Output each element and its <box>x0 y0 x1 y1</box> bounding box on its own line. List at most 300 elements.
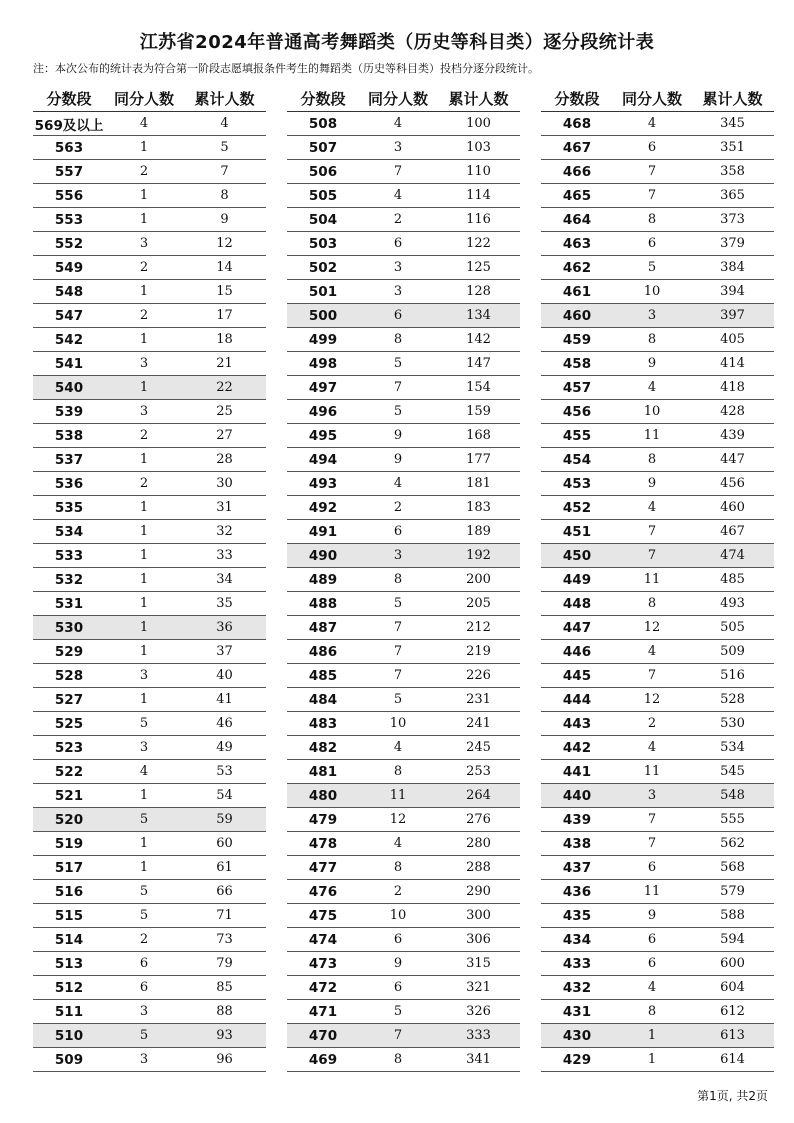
score-cell: 534 <box>54 523 84 540</box>
score-cell: 463 <box>562 235 592 252</box>
score-cell: 486 <box>308 643 338 660</box>
table-row <box>541 904 774 928</box>
cumulative-cell: 189 <box>466 524 491 539</box>
score-cell: 498 <box>308 355 338 372</box>
same-count-cell: 9 <box>647 356 657 371</box>
score-cell: 505 <box>308 187 338 204</box>
same-count-cell: 12 <box>389 812 407 827</box>
score-cell: 457 <box>562 379 592 396</box>
cumulative-cell: 27 <box>216 428 233 443</box>
cumulative-cell: 579 <box>720 884 745 899</box>
cumulative-cell: 397 <box>720 308 745 323</box>
same-count-cell: 5 <box>647 260 657 275</box>
header-same-count: 同分人数 <box>621 89 682 108</box>
table-row <box>541 232 774 256</box>
score-cell: 549 <box>54 259 84 276</box>
score-cell: 531 <box>54 595 84 612</box>
same-count-cell: 8 <box>393 764 403 779</box>
same-count-cell: 4 <box>393 188 403 203</box>
table-row <box>33 376 266 400</box>
same-count-cell: 7 <box>647 164 657 179</box>
cumulative-cell: 34 <box>216 572 233 587</box>
same-count-cell: 10 <box>389 908 407 923</box>
score-cell: 446 <box>562 643 592 660</box>
cumulative-cell: 205 <box>466 596 491 611</box>
cumulative-cell: 405 <box>720 332 745 347</box>
cumulative-cell: 485 <box>720 572 745 587</box>
cumulative-cell: 49 <box>216 740 233 755</box>
table-body <box>33 112 266 1072</box>
score-cell: 538 <box>54 427 84 444</box>
cumulative-cell: 467 <box>720 524 745 539</box>
table-row <box>287 472 520 496</box>
cumulative-cell: 22 <box>216 380 233 395</box>
same-count-cell: 4 <box>647 116 657 131</box>
cumulative-cell: 509 <box>720 644 745 659</box>
score-cell: 502 <box>308 259 338 276</box>
score-cell: 454 <box>562 451 592 468</box>
same-count-cell: 7 <box>647 524 657 539</box>
cumulative-cell: 61 <box>216 860 233 875</box>
table-row <box>287 232 520 256</box>
same-count-cell: 7 <box>393 380 403 395</box>
table-row <box>33 808 266 832</box>
score-cell: 468 <box>562 115 592 132</box>
score-cell: 522 <box>54 763 84 780</box>
same-count-cell: 2 <box>139 476 149 491</box>
same-count-cell: 7 <box>393 644 403 659</box>
same-count-cell: 7 <box>393 1028 403 1043</box>
score-cell: 489 <box>308 571 338 588</box>
same-count-cell: 1 <box>139 284 149 299</box>
same-count-cell: 12 <box>643 620 661 635</box>
score-cell: 494 <box>308 451 338 468</box>
score-cell: 508 <box>308 115 338 132</box>
table-row <box>541 448 774 472</box>
table-row <box>287 400 520 424</box>
cumulative-cell: 276 <box>466 812 491 827</box>
score-cell: 432 <box>562 979 592 996</box>
table-row <box>33 1048 266 1072</box>
score-cell: 452 <box>562 499 592 516</box>
cumulative-cell: 555 <box>720 812 745 827</box>
header-score: 分数段 <box>554 89 600 108</box>
table-row <box>287 640 520 664</box>
same-count-cell: 8 <box>393 1052 403 1067</box>
table-row <box>287 304 520 328</box>
table-row <box>541 472 774 496</box>
score-cell: 523 <box>54 739 84 756</box>
cumulative-cell: 100 <box>466 116 491 131</box>
table-row <box>287 736 520 760</box>
same-count-cell: 2 <box>393 212 403 227</box>
table-row <box>541 1048 774 1072</box>
score-cell: 500 <box>308 307 338 324</box>
same-count-cell: 1 <box>139 620 149 635</box>
same-count-cell: 1 <box>139 452 149 467</box>
table-row <box>287 496 520 520</box>
same-count-cell: 2 <box>139 932 149 947</box>
cumulative-cell: 125 <box>466 260 491 275</box>
cumulative-cell: 28 <box>216 452 233 467</box>
table-body <box>287 112 520 1072</box>
score-cell: 455 <box>562 427 592 444</box>
same-count-cell: 6 <box>393 932 403 947</box>
same-count-cell: 1 <box>139 212 149 227</box>
cumulative-cell: 288 <box>466 860 491 875</box>
same-count-cell: 1 <box>139 188 149 203</box>
same-count-cell: 4 <box>393 740 403 755</box>
score-cell: 510 <box>54 1027 84 1044</box>
score-cell: 448 <box>562 595 592 612</box>
same-count-cell: 5 <box>393 356 403 371</box>
score-cell: 442 <box>562 739 592 756</box>
cumulative-cell: 548 <box>720 788 745 803</box>
table-row <box>33 256 266 280</box>
same-count-cell: 11 <box>643 428 661 443</box>
table-row <box>287 904 520 928</box>
same-count-cell: 3 <box>139 1004 149 1019</box>
same-count-cell: 3 <box>647 308 657 323</box>
cumulative-cell: 110 <box>466 164 491 179</box>
cumulative-cell: 474 <box>720 548 745 563</box>
score-cell: 487 <box>308 619 338 636</box>
cumulative-cell: 414 <box>720 356 745 371</box>
score-cell: 440 <box>562 787 592 804</box>
same-count-cell: 3 <box>139 236 149 251</box>
cumulative-cell: 568 <box>720 860 745 875</box>
table-row <box>33 352 266 376</box>
cumulative-cell: 71 <box>216 908 233 923</box>
table-row <box>33 880 266 904</box>
page-title: 江苏省2024年普通高考舞蹈类（历史等科目类）逐分段统计表 <box>139 32 655 53</box>
score-cell: 430 <box>562 1027 592 1044</box>
score-cell: 461 <box>562 283 592 300</box>
cumulative-cell: 128 <box>466 284 491 299</box>
score-cell: 460 <box>562 307 592 324</box>
same-count-cell: 4 <box>647 644 657 659</box>
cumulative-cell: 40 <box>216 668 233 683</box>
same-count-cell: 7 <box>393 668 403 683</box>
same-count-cell: 7 <box>647 812 657 827</box>
table-row <box>287 352 520 376</box>
same-count-cell: 6 <box>647 932 657 947</box>
score-cell: 438 <box>562 835 592 852</box>
cumulative-cell: 36 <box>216 620 233 635</box>
same-count-cell: 1 <box>647 1028 657 1043</box>
same-count-cell: 6 <box>647 236 657 251</box>
table-row <box>541 208 774 232</box>
cumulative-cell: 154 <box>466 380 491 395</box>
table-row <box>33 688 266 712</box>
score-cell: 517 <box>54 859 84 876</box>
cumulative-cell: 562 <box>720 836 745 851</box>
table-row <box>33 304 266 328</box>
score-cell: 436 <box>562 883 592 900</box>
table-row <box>541 304 774 328</box>
cumulative-cell: 96 <box>216 1052 233 1067</box>
table-row <box>287 832 520 856</box>
same-count-cell: 1 <box>139 140 149 155</box>
score-cell: 439 <box>562 811 592 828</box>
cumulative-cell: 604 <box>720 980 745 995</box>
table-row <box>287 928 520 952</box>
same-count-cell: 6 <box>393 308 403 323</box>
score-cell: 449 <box>562 571 592 588</box>
same-count-cell: 2 <box>393 884 403 899</box>
score-cell: 443 <box>562 715 592 732</box>
table-row <box>541 1024 774 1048</box>
table-row <box>541 688 774 712</box>
same-count-cell: 7 <box>647 836 657 851</box>
same-count-cell: 2 <box>139 428 149 443</box>
same-count-cell: 1 <box>139 836 149 851</box>
table-row <box>541 832 774 856</box>
score-cell: 481 <box>308 763 338 780</box>
cumulative-cell: 505 <box>720 620 745 635</box>
score-cell: 537 <box>54 451 84 468</box>
score-cell: 506 <box>308 163 338 180</box>
table-row <box>33 112 266 136</box>
cumulative-cell: 447 <box>720 452 745 467</box>
table-row <box>287 376 520 400</box>
cumulative-cell: 168 <box>466 428 491 443</box>
same-count-cell: 1 <box>139 332 149 347</box>
score-cell: 437 <box>562 859 592 876</box>
same-count-cell: 4 <box>139 764 149 779</box>
cumulative-cell: 31 <box>216 500 233 515</box>
table-row <box>541 952 774 976</box>
cumulative-cell: 14 <box>216 260 233 275</box>
table-row <box>33 208 266 232</box>
table-row <box>287 568 520 592</box>
score-cell: 441 <box>562 763 592 780</box>
same-count-cell: 8 <box>647 452 657 467</box>
score-cell: 451 <box>562 523 592 540</box>
table-row <box>33 640 266 664</box>
same-count-cell: 4 <box>393 476 403 491</box>
table-row <box>33 544 266 568</box>
score-cell: 553 <box>54 211 84 228</box>
same-count-cell: 6 <box>393 524 403 539</box>
cumulative-cell: 85 <box>216 980 233 995</box>
score-cell: 513 <box>54 955 84 972</box>
table-row <box>287 1048 520 1072</box>
score-cell: 504 <box>308 211 338 228</box>
page-number: 第1页, 共2页 <box>697 1089 768 1103</box>
cumulative-cell: 25 <box>216 404 233 419</box>
same-count-cell: 2 <box>139 164 149 179</box>
same-count-cell: 6 <box>647 860 657 875</box>
score-cell: 536 <box>54 475 84 492</box>
cumulative-cell: 79 <box>216 956 233 971</box>
score-cell: 473 <box>308 955 338 972</box>
score-cell: 459 <box>562 331 592 348</box>
same-count-cell: 4 <box>393 836 403 851</box>
table-row <box>287 280 520 304</box>
cumulative-cell: 54 <box>216 788 233 803</box>
cumulative-cell: 365 <box>720 188 745 203</box>
table-row <box>33 784 266 808</box>
table-row <box>287 328 520 352</box>
same-count-cell: 10 <box>389 716 407 731</box>
same-count-cell: 1 <box>139 500 149 515</box>
same-count-cell: 4 <box>139 116 149 131</box>
table-row <box>287 448 520 472</box>
cumulative-cell: 122 <box>466 236 491 251</box>
score-cell: 499 <box>308 331 338 348</box>
cumulative-cell: 53 <box>216 764 233 779</box>
score-cell: 530 <box>54 619 84 636</box>
table-row <box>287 1000 520 1024</box>
cumulative-cell: 88 <box>216 1004 233 1019</box>
score-cell: 469 <box>308 1051 338 1068</box>
table-row <box>541 424 774 448</box>
table-row <box>33 160 266 184</box>
same-count-cell: 3 <box>139 404 149 419</box>
same-count-cell: 9 <box>393 956 403 971</box>
same-count-cell: 11 <box>643 764 661 779</box>
score-cell: 556 <box>54 187 84 204</box>
cumulative-cell: 18 <box>216 332 233 347</box>
same-count-cell: 1 <box>139 524 149 539</box>
same-count-cell: 8 <box>647 1004 657 1019</box>
table-row <box>541 928 774 952</box>
same-count-cell: 3 <box>393 260 403 275</box>
cumulative-cell: 333 <box>466 1028 491 1043</box>
cumulative-cell: 394 <box>720 284 745 299</box>
table-row <box>33 760 266 784</box>
cumulative-cell: 21 <box>216 356 233 371</box>
same-count-cell: 1 <box>139 860 149 875</box>
cumulative-cell: 4 <box>220 116 229 131</box>
table-row <box>33 424 266 448</box>
same-count-cell: 1 <box>139 596 149 611</box>
score-cell: 484 <box>308 691 338 708</box>
table-row <box>287 544 520 568</box>
cumulative-cell: 345 <box>720 116 745 131</box>
cumulative-cell: 384 <box>720 260 745 275</box>
score-cell: 557 <box>54 163 84 180</box>
score-cell: 521 <box>54 787 84 804</box>
score-cell: 456 <box>562 403 592 420</box>
cumulative-cell: 612 <box>720 1004 745 1019</box>
same-count-cell: 10 <box>643 284 661 299</box>
table-row <box>541 856 774 880</box>
score-cell: 433 <box>562 955 592 972</box>
cumulative-cell: 613 <box>720 1028 745 1043</box>
table-row <box>287 592 520 616</box>
score-cell: 525 <box>54 715 84 732</box>
cumulative-cell: 142 <box>466 332 491 347</box>
cumulative-cell: 183 <box>466 500 491 515</box>
score-cell: 450 <box>562 547 592 564</box>
table-row <box>541 352 774 376</box>
table-row <box>287 808 520 832</box>
score-cell: 497 <box>308 379 338 396</box>
table-row <box>541 328 774 352</box>
score-cell: 445 <box>562 667 592 684</box>
table-row <box>541 496 774 520</box>
same-count-cell: 2 <box>647 716 657 731</box>
score-cell: 527 <box>54 691 84 708</box>
score-cell: 532 <box>54 571 84 588</box>
score-cell: 434 <box>562 931 592 948</box>
same-count-cell: 10 <box>643 404 661 419</box>
cumulative-cell: 231 <box>466 692 491 707</box>
cumulative-cell: 60 <box>216 836 233 851</box>
same-count-cell: 8 <box>393 572 403 587</box>
table-row <box>33 280 266 304</box>
table-row <box>33 328 266 352</box>
same-count-cell: 3 <box>393 284 403 299</box>
same-count-cell: 3 <box>393 548 403 563</box>
same-count-cell: 3 <box>139 740 149 755</box>
score-cell: 435 <box>562 907 592 924</box>
score-cell: 490 <box>308 547 338 564</box>
table-row <box>287 880 520 904</box>
table-header <box>33 85 266 112</box>
cumulative-cell: 418 <box>720 380 745 395</box>
same-count-cell: 11 <box>389 788 407 803</box>
cumulative-cell: 212 <box>466 620 491 635</box>
cumulative-cell: 9 <box>220 212 229 227</box>
cumulative-cell: 315 <box>466 956 491 971</box>
cumulative-cell: 147 <box>466 356 491 371</box>
table-row <box>287 112 520 136</box>
same-count-cell: 9 <box>647 476 657 491</box>
score-cell: 474 <box>308 931 338 948</box>
same-count-cell: 6 <box>139 980 149 995</box>
table-column-1 <box>33 85 266 1072</box>
cumulative-cell: 192 <box>466 548 491 563</box>
score-cell: 507 <box>308 139 338 156</box>
table-row <box>33 520 266 544</box>
cumulative-cell: 588 <box>720 908 745 923</box>
same-count-cell: 3 <box>139 668 149 683</box>
table-row <box>33 592 266 616</box>
same-count-cell: 4 <box>393 116 403 131</box>
same-count-cell: 4 <box>647 740 657 755</box>
same-count-cell: 7 <box>647 188 657 203</box>
score-cell: 548 <box>54 283 84 300</box>
cumulative-cell: 614 <box>720 1052 745 1067</box>
table-row <box>33 976 266 1000</box>
score-cell: 535 <box>54 499 84 516</box>
table-header <box>287 85 520 112</box>
same-count-cell: 5 <box>393 1004 403 1019</box>
same-count-cell: 5 <box>393 596 403 611</box>
score-cell: 478 <box>308 835 338 852</box>
same-count-cell: 6 <box>647 140 657 155</box>
same-count-cell: 1 <box>139 380 149 395</box>
cumulative-cell: 290 <box>466 884 491 899</box>
table-row <box>33 1000 266 1024</box>
same-count-cell: 8 <box>647 596 657 611</box>
cumulative-cell: 8 <box>220 188 229 203</box>
cumulative-cell: 545 <box>720 764 745 779</box>
table-row <box>541 184 774 208</box>
same-count-cell: 11 <box>643 884 661 899</box>
table-row <box>287 160 520 184</box>
same-count-cell: 4 <box>647 500 657 515</box>
table-row <box>287 760 520 784</box>
same-count-cell: 3 <box>647 788 657 803</box>
score-cell: 491 <box>308 523 338 540</box>
same-count-cell: 8 <box>647 332 657 347</box>
score-cell: 458 <box>562 355 592 372</box>
table-row <box>287 184 520 208</box>
